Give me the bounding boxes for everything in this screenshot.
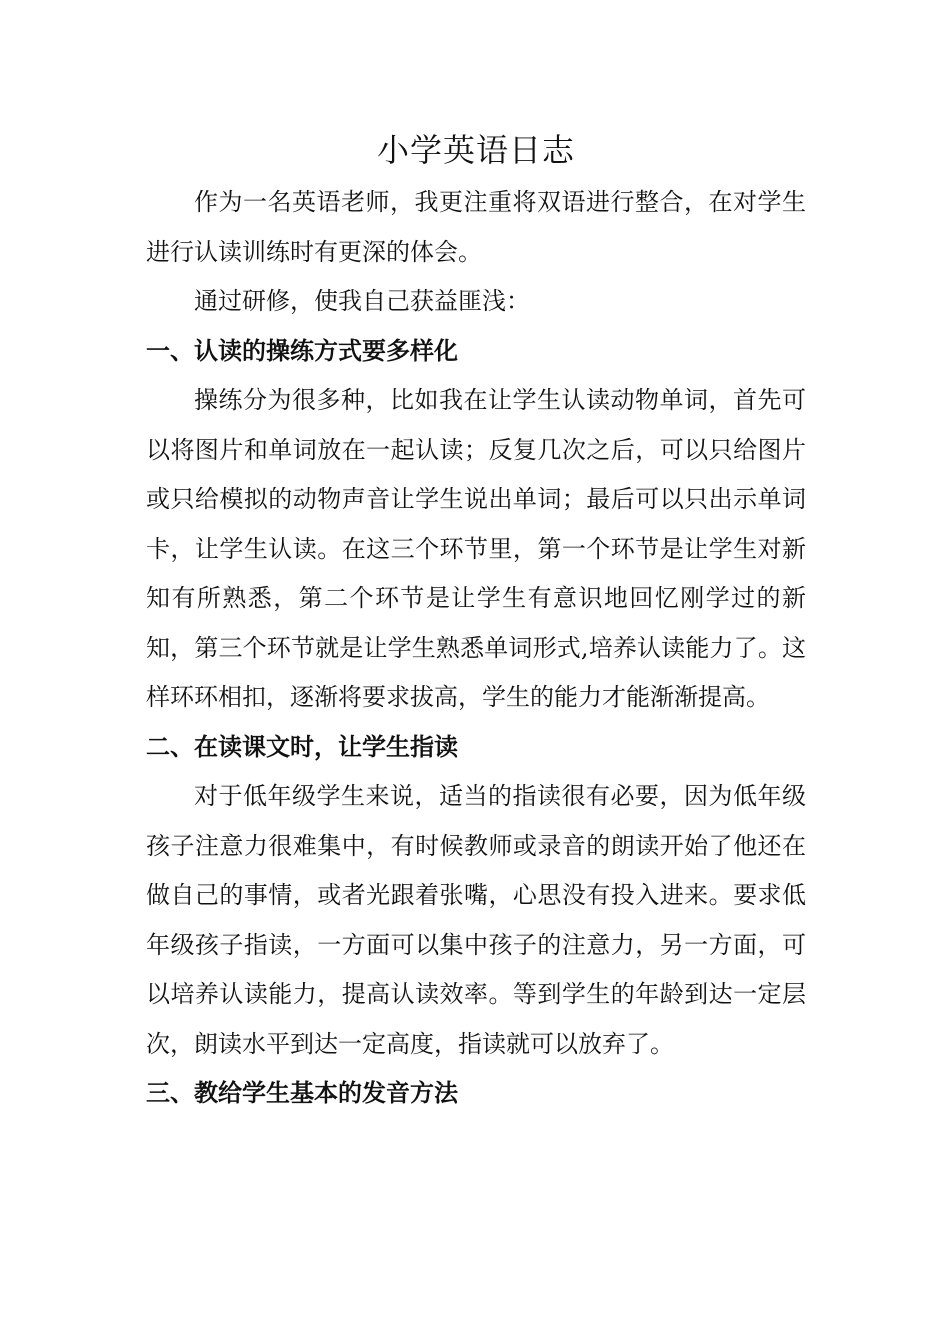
benefit-paragraph: 通过研修，使我自己获益匪浅： — [194, 287, 530, 315]
section-1-paragraph: 操练分为很多种，比如我在让学生认读动物单词，首先可以将图片和单词放在一起认读；反复几次之后，可以只给图片或只给模拟的动物声音让学生说出单词；最后可以只出示单词卡，让学生认读。在这三个环节里，第一个环节是让学生对新知有所熟悉，第二个环节是让学生有意识地回忆刚学过的新知，第三个环节就是让学生熟悉单词形式,培养认读能力了。这样环环相扣，逐渐将要求拔高，学生的能力才能渐渐提高。 — [146, 386, 806, 711]
document-page — [146, 128, 806, 1119]
intro-paragraph: 作为一名英语老师，我更注重将双语进行整合，在对学生进行认读训练时有更深的体会。 — [146, 188, 806, 266]
document-title: 小学英语日志 — [376, 131, 575, 169]
section-heading-1: 一、认读的操练方式要多样化 — [146, 336, 458, 365]
section-heading-2: 二、在读课文时，让学生指读 — [146, 732, 458, 761]
section-2-paragraph: 对于低年级学生来说，适当的指读很有必要，因为低年级孩子注意力很难集中，有时候教师或录音的朗读开始了他还在做自己的事情，或者光跟着张嘴，心思没有投入进来。要求低年级孩子指读，一方面可以集中孩子的注意力，另一方面，可以培养认读能力，提高认读效率。等到学生的年龄到达一定层次，朗读水平到达一定高度，指读就可以放弃了。 — [146, 782, 806, 1058]
section-heading-3: 三、教给学生基本的发音方法 — [146, 1079, 458, 1107]
